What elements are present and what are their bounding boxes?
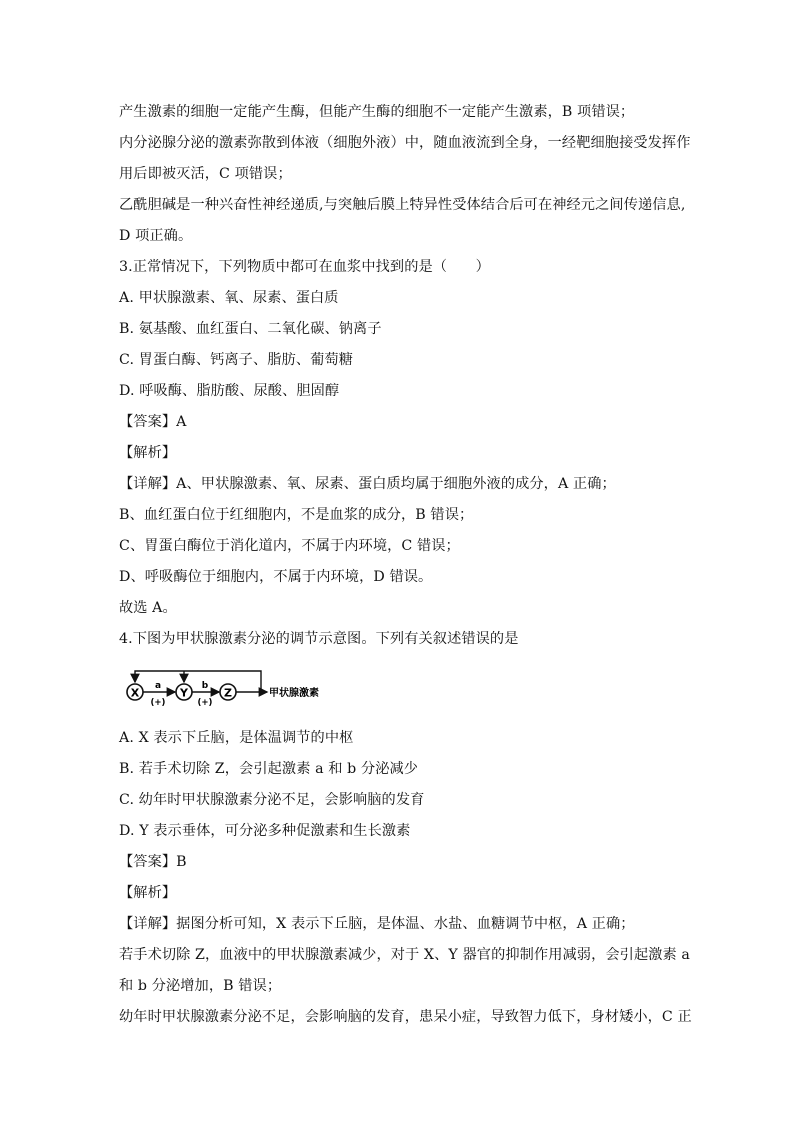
question-4-option-b: B. 若手术切除 Z，会引起激素 a 和 b 分泌减少 bbox=[119, 761, 419, 777]
question-3-option-c: C. 胃蛋白酶、钙离子、脂肪、葡萄糖 bbox=[119, 352, 353, 368]
analysis-label: 【解析】 bbox=[119, 885, 177, 901]
answer-label: 【答案】A bbox=[119, 414, 187, 430]
explanation-line: 和 b 分泌增加，B 错误； bbox=[119, 978, 282, 994]
node-y bbox=[176, 684, 192, 700]
sign-2: (+) bbox=[197, 698, 213, 708]
question-3-option-b: B. 氨基酸、血红蛋白、二氧化碳、钠离子 bbox=[119, 321, 382, 337]
text-line: 产生激素的细胞一定能产生酶，但能产生酶的细胞不一定能产生激素，B 项错误； bbox=[119, 104, 635, 120]
text-line: 用后即被灭活，C 项错误； bbox=[119, 166, 292, 182]
output-label: 甲状腺激素 bbox=[269, 688, 319, 699]
node-x bbox=[127, 684, 143, 700]
thyroid-regulation-diagram bbox=[121, 668, 336, 710]
svg-text:Z: Z bbox=[224, 686, 232, 700]
explanation-line: 【详解】据图分析可知，X 表示下丘脑，是体温、水盐、血糖调节中枢，A 正确； bbox=[119, 916, 635, 932]
svg-text:X: X bbox=[130, 686, 140, 700]
text-line: D 项正确。 bbox=[119, 228, 193, 244]
question-4-option-a: A. X 表示下丘脑，是体温调节的中枢 bbox=[119, 730, 354, 746]
question-3-stem: 3.正常情况下，下列物质中都可在血浆中找到的是（ ） bbox=[119, 259, 490, 275]
sign-1: (+) bbox=[150, 698, 166, 708]
explanation-line: C、胃蛋白酶位于消化道内，不属于内环境，C 错误； bbox=[119, 538, 460, 554]
question-3-option-d: D. 呼吸酶、脂肪酸、尿酸、胆固醇 bbox=[119, 383, 340, 399]
answer-label: 【答案】B bbox=[119, 854, 187, 870]
question-4-stem: 4.下图为甲状腺激素分泌的调节示意图。下列有关叙述错误的是 bbox=[119, 631, 519, 647]
arrow-label-b: b bbox=[201, 681, 209, 691]
svg-text:Y: Y bbox=[180, 686, 188, 700]
question-4-option-d: D. Y 表示垂体，可分泌多种促激素和生长激素 bbox=[119, 823, 411, 839]
question-4-option-c: C. 幼年时甲状腺激素分泌不足，会影响脑的发育 bbox=[119, 792, 425, 808]
explanation-line: 幼年时甲状腺激素分泌不足，会影响脑的发育，患呆小症，导致智力低下，身材矮小，C 正 bbox=[119, 1009, 692, 1025]
explanation-line: D、呼吸酶位于细胞内，不属于内环境，D 错误。 bbox=[119, 569, 433, 585]
node-z bbox=[220, 684, 236, 700]
explanation-line: B、血红蛋白位于红细胞内，不是血浆的成分，B 错误； bbox=[119, 507, 474, 523]
explanation-line: 若手术切除 Z，血液中的甲状腺激素减少，对于 X、Y 器官的抑制作用减弱，会引起激素 a bbox=[119, 947, 690, 963]
analysis-label: 【解析】 bbox=[119, 445, 177, 461]
explanation-line: 故选 A。 bbox=[119, 600, 177, 616]
text-line: 乙酰胆碱是一种兴奋性神经递质,与突触后膜上特异性受体结合后可在神经元之间传递信息, bbox=[119, 197, 686, 213]
arrow-label-a: a bbox=[154, 681, 162, 691]
text-line: 内分泌腺分泌的激素弥散到体液（细胞外液）中，随血液流到全身，一经靶细胞接受发挥作 bbox=[119, 135, 691, 151]
question-3-option-a: A. 甲状腺激素、氧、尿素、蛋白质 bbox=[119, 290, 339, 306]
explanation-line: 【详解】A、甲状腺激素、氧、尿素、蛋白质均属于细胞外液的成分，A 正确； bbox=[119, 476, 616, 492]
